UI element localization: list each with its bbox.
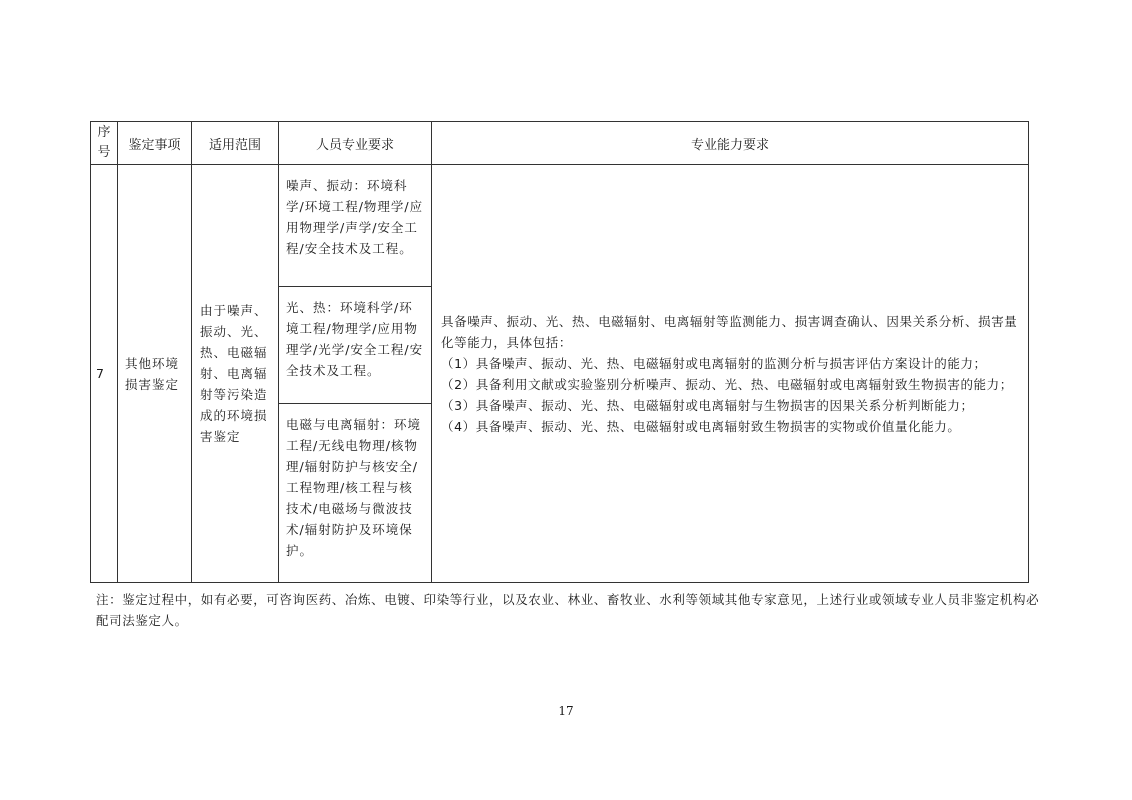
row-scope-text: 由于噪声、振动、光、热、电磁辐射、电离辐射等污染造成的环境损害鉴定 xyxy=(200,303,268,444)
appraisal-requirements-table xyxy=(90,121,1029,583)
page-number: 17 xyxy=(558,704,574,718)
personnel-light-heat xyxy=(279,287,432,404)
row-item xyxy=(118,165,192,583)
header-seq xyxy=(91,122,118,165)
header-ability: 专业能力要求 xyxy=(432,122,1029,165)
personnel-electromagnetic-ionizing-text: 电磁与电离辐射：环境工程/无线电物理/核物理/辐射防护与核安全/工程物理/核工程与核技术/电磁场与微波技术/辐射防护及环境保护。 xyxy=(286,417,422,558)
table-header-row xyxy=(91,122,1029,165)
ability-item-1: （1）具备噪声、振动、光、热、电磁辐射或电离辐射的监测分析与损害评估方案设计的能力； xyxy=(441,355,987,371)
table-footnote: 注：鉴定过程中，如有必要，可咨询医药、冶炼、电镀、印染等行业，以及农业、林业、畜牧业、水利等领域其他专家意见，上述行业或领域专业人员非鉴定机构必配司法鉴定人。 xyxy=(96,592,1040,628)
ability-item-4: （4）具备噪声、振动、光、热、电磁辐射或电离辐射致生物损害的实物或价值量化能力。 xyxy=(441,418,961,434)
ability-item-3: （3）具备噪声、振动、光、热、电磁辐射或电离辐射与生物损害的因果关系分析判断能力； xyxy=(441,397,974,413)
row-seq xyxy=(91,165,118,583)
row-seq-value: 7 xyxy=(96,366,105,381)
personnel-noise-vibration xyxy=(279,165,432,287)
header-scope: 适用范围 xyxy=(192,122,279,165)
header-personnel: 人员专业要求 xyxy=(279,122,432,165)
personnel-electromagnetic-ionizing xyxy=(279,404,432,583)
ability-item-2: （2）具备利用文献或实验鉴别分析噪声、振动、光、热、电磁辐射或电离辐射致生物损害的能力； xyxy=(441,376,1013,392)
row-item-text: 其他环境损害鉴定 xyxy=(125,355,180,392)
row-ability xyxy=(432,165,1029,583)
ability-intro: 具备噪声、振动、光、热、电磁辐射、电离辐射等监测能力、损害调查确认、因果关系分析、损害量化等能力，具体包括： xyxy=(441,313,1018,350)
row-scope xyxy=(192,165,279,583)
personnel-light-heat-text: 光、热：环境科学/环境工程/物理学/应用物理学/光学/安全工程/安全技术及工程。 xyxy=(286,300,424,378)
header-item: 鉴定事项 xyxy=(118,122,192,165)
table-row xyxy=(91,165,1029,287)
header-seq-label: 序号 xyxy=(97,125,111,160)
personnel-noise-vibration-text: 噪声、振动：环境科学/环境工程/物理学/应用物理学/声学/安全工程/安全技术及工程。 xyxy=(286,178,424,256)
